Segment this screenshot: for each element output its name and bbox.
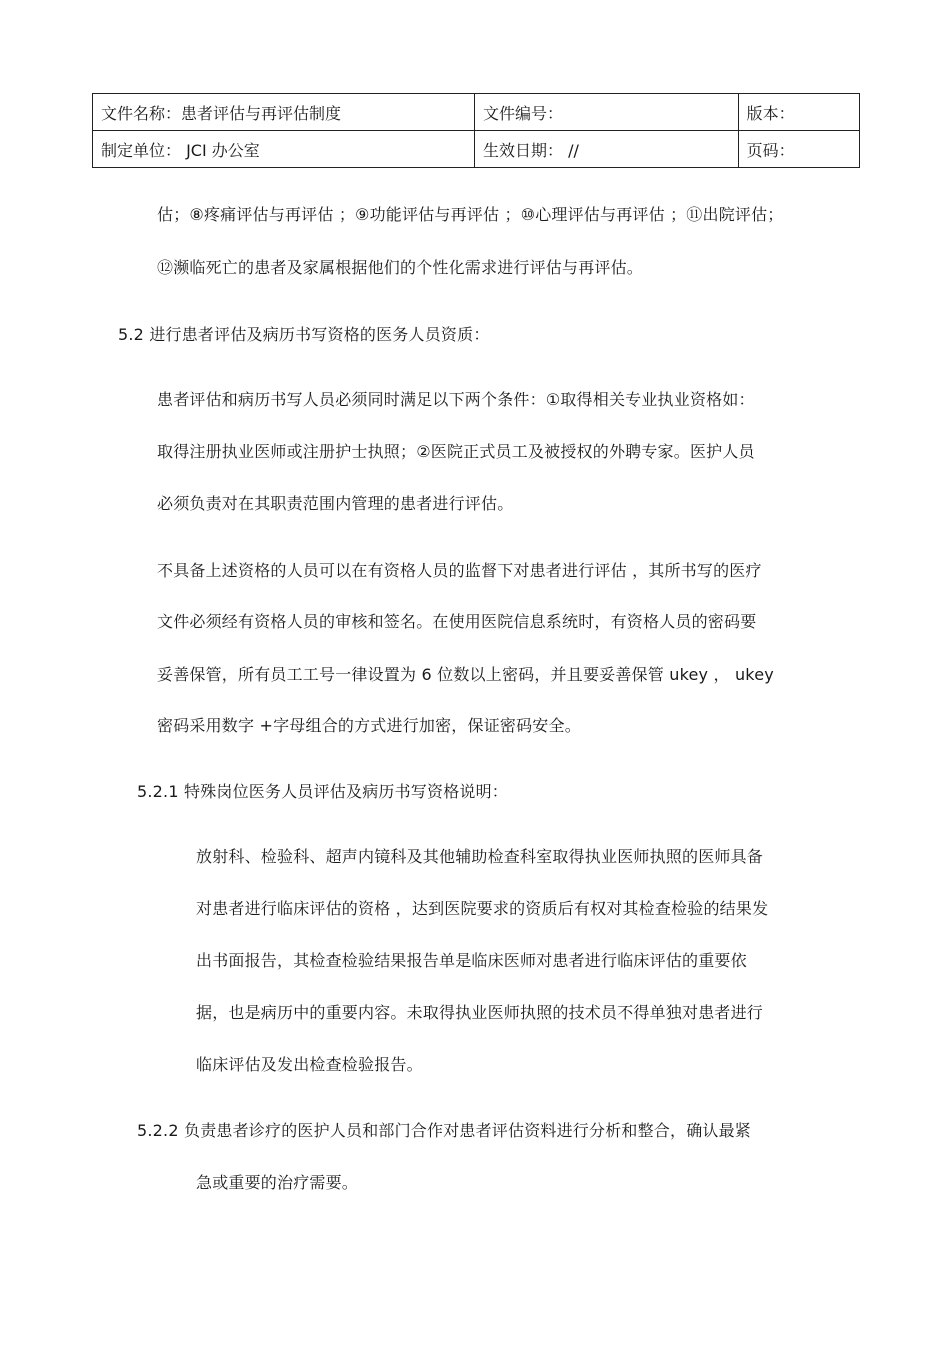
doc-number-cell: 文件编号： xyxy=(474,94,738,131)
body-line-4: 患者评估和病历书写人员必须同时满足以下两个条件：①取得相关专业执业资格如： xyxy=(157,390,755,409)
version-cell: 版本： xyxy=(738,94,859,131)
body-line-2: ⑫濒临死亡的患者及家属根据他们的个性化需求进行评估与再评估。 xyxy=(157,258,644,277)
body-line-6: 必须负责对在其职责范围内管理的患者进行评估。 xyxy=(157,494,514,513)
section-heading-5-2: 5.2 进行患者评估及病历书写资格的医务人员资质： xyxy=(118,325,490,344)
doc-name-cell: 文件名称：患者评估与再评估制度 xyxy=(93,94,475,131)
body-line-8: 文件必须经有资格人员的审核和签名。在使用医院信息系统时，有资格人员的密码要 xyxy=(157,612,757,631)
body-line-10: 密码采用数字 +字母组合的方式进行加密，保证密码安全。 xyxy=(157,716,581,735)
body-line-14: 出书面报告，其检查检验结果报告单是临床医师对患者进行临床评估的重要依 xyxy=(196,951,747,970)
body-line-13: 对患者进行临床评估的资格 ，达到医院要求的资质后有权对其检查检验的结果发 xyxy=(196,899,769,918)
section-heading-5-2-1: 5.2.1 特殊岗位医务人员评估及病历书写资格说明： xyxy=(137,782,508,801)
body-line-5: 取得注册执业医师或注册护士执照；②医院正式员工及被授权的外聘专家。医护人员 xyxy=(157,442,755,461)
body-line-1: 估；⑧疼痛评估与再评估 ；⑨功能评估与再评估 ；⑩心理评估与再评估 ；⑪出院评估； xyxy=(157,205,784,224)
document-header-table xyxy=(92,93,860,168)
page-cell: 页码： xyxy=(738,131,859,168)
body-line-9: 妥善保管，所有员工工号一律设置为 6 位数以上密码，并且要妥善保管 ukey ， ukey xyxy=(157,665,774,684)
unit-cell: 制定单位： JCI 办公室 xyxy=(93,131,475,168)
body-line-16: 临床评估及发出检查检验报告。 xyxy=(196,1055,423,1074)
body-line-15: 据，也是病历中的重要内容。未取得执业医师执照的技术员不得单独对患者进行 xyxy=(196,1003,764,1022)
body-line-7: 不具备上述资格的人员可以在有资格人员的监督下对患者进行评估 ，其所书写的医疗 xyxy=(157,561,762,580)
body-line-12: 放射科、检验科、超声内镜科及其他辅助检查科室取得执业医师执照的医师具备 xyxy=(196,847,764,866)
body-line-18: 急或重要的治疗需要。 xyxy=(196,1173,359,1192)
effective-date-cell: 生效日期： // xyxy=(474,131,738,168)
section-heading-5-2-2: 5.2.2 负责患者诊疗的医护人员和部门合作对患者评估资料进行分析和整合，确认最紧 xyxy=(137,1121,751,1140)
